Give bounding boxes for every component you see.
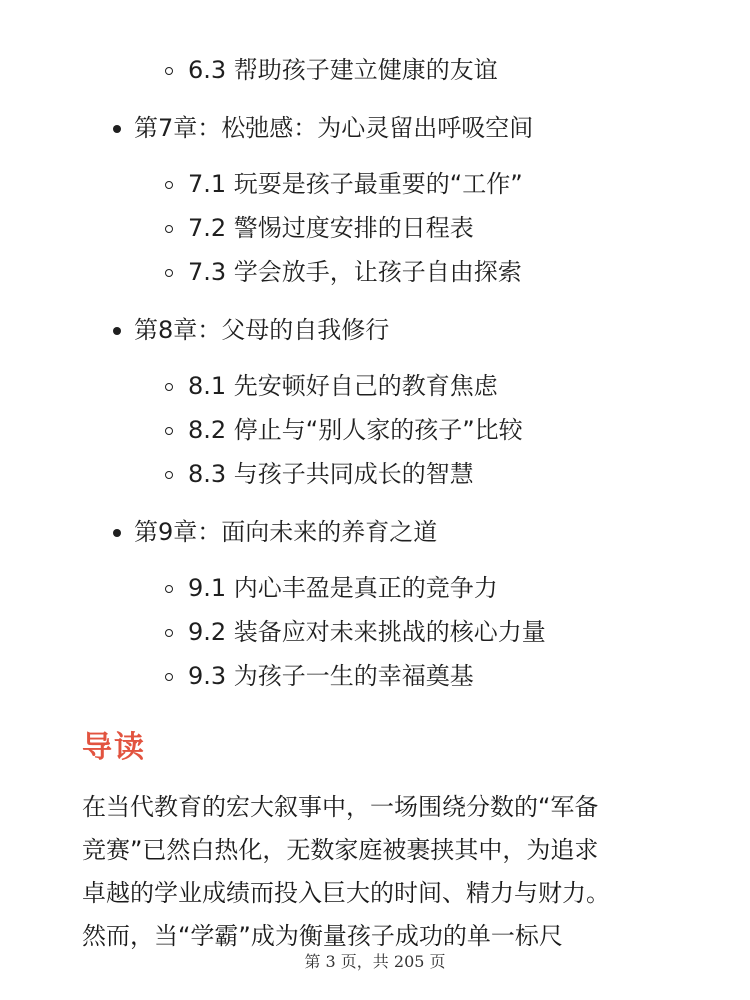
- toc-section-label: 8.2 停止与“别人家的孩子”比较: [188, 416, 523, 444]
- hollow-bullet-icon: [165, 225, 173, 233]
- toc-chapter-label: 第9章：面向未来的养育之道: [134, 518, 438, 546]
- toc-section-label: 8.3 与孩子共同成长的智慧: [188, 460, 474, 488]
- toc-section-label: 8.1 先安顿好自己的教育焦虑: [188, 372, 498, 400]
- hollow-bullet-icon: [165, 629, 173, 637]
- paragraph-line: 竞赛”已然白热化，无数家庭被裹挟其中，为追求: [82, 836, 599, 864]
- toc-section-label: 9.3 为孩子一生的幸福奠基: [188, 662, 474, 690]
- hollow-bullet-icon: [165, 427, 173, 435]
- toc-section-label: 7.2 警惕过度安排的日程表: [188, 214, 474, 242]
- hollow-bullet-icon: [165, 67, 173, 75]
- page-number-footer: 第 3 页，共 205 页: [304, 952, 446, 971]
- toc-chapter-label: 第7章：松弛感：为心灵留出呼吸空间: [134, 114, 534, 142]
- solid-bullet-icon: [113, 529, 121, 537]
- toc-section-label: 7.3 学会放手，让孩子自由探索: [188, 258, 522, 286]
- toc-section-label: 9.1 内心丰盈是真正的竞争力: [188, 574, 498, 602]
- intro-paragraph: [82, 786, 672, 958]
- hollow-bullet-icon: [165, 383, 173, 391]
- toc-section-label: 6.3 帮助孩子建立健康的友谊: [188, 56, 498, 84]
- paragraph-line: 然而，当“学霸”成为衡量孩子成功的单一标尺: [82, 922, 563, 950]
- hollow-bullet-icon: [165, 471, 173, 479]
- hollow-bullet-icon: [165, 673, 173, 681]
- hollow-bullet-icon: [165, 585, 173, 593]
- hollow-bullet-icon: [165, 269, 173, 277]
- solid-bullet-icon: [113, 125, 121, 133]
- paragraph-line: 在当代教育的宏大叙事中，一场围绕分数的“军备: [82, 793, 599, 821]
- paragraph-line: 卓越的学业成绩而投入巨大的时间、精力与财力。: [82, 879, 610, 907]
- toc-section-label: 9.2 装备应对未来挑战的核心力量: [188, 618, 546, 646]
- hollow-bullet-icon: [165, 181, 173, 189]
- intro-heading: 导读: [82, 730, 146, 765]
- solid-bullet-icon: [113, 327, 121, 335]
- toc-chapter-label: 第8章：父母的自我修行: [134, 316, 390, 344]
- toc-section-label: 7.1 玩耍是孩子最重要的“工作”: [188, 170, 523, 198]
